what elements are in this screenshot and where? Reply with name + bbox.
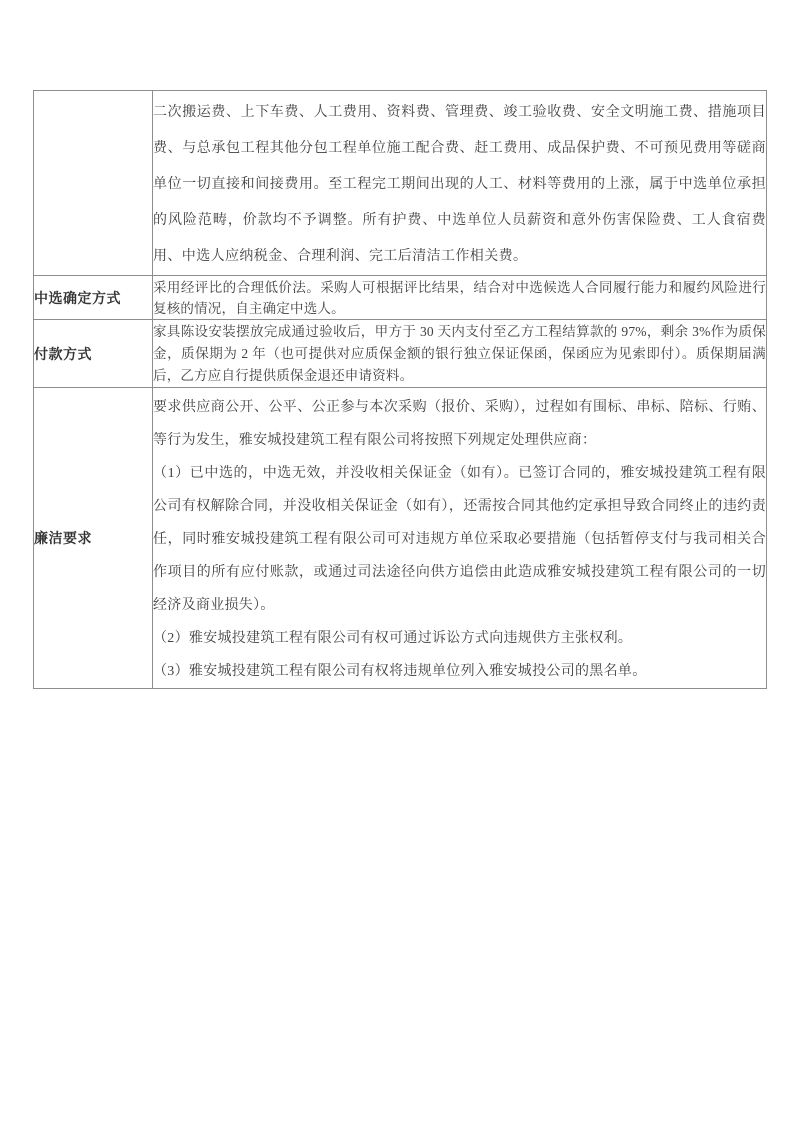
selection-method-paragraph: 采用经评比的合理低价法。采购人可根据评比结果，结合对中选候选人合同履行能力和履约风险进行复核的情况，自主确定中选人。 [153, 280, 766, 316]
row-label-integrity-requirements: 廉洁要求 [34, 388, 153, 689]
payment-terms-paragraph: 家具陈设安装摆放完成通过验收后，甲方于 30 天内支付至乙方工程结算款的 97%，剩余 3%作为质保金，质保期为 2 年（也可提供对应质保金额的银行独立保证保函，保函应为见索即付）。质保期届满后，乙方应自行提供质保金退还申请资料。 [153, 324, 766, 383]
row-label-selection-method: 中选确定方式 [34, 276, 153, 320]
fee-scope-paragraph: 二次搬运费、上下车费、人工费用、资料费、管理费、竣工验收费、安全文明施工费、措施项目费、与总承包工程其他分包工程单位施工配合费、赶工费用、成品保护费、不可预见费用等磋商单位一切直接和间接费用。至工程完工期间出现的人工、材料等费用的上涨，属于中选单位承担的风险范畴，价款均不予调整。所有护费、中选单位人员薪资和意外伤害保险费、工人食宿费用、中选人应纳税金、合理利润、完工后清洁工作相关费。 [153, 105, 766, 264]
row-content-payment-terms [153, 320, 767, 388]
table-row-selection-method [34, 276, 767, 320]
integrity-intro-paragraph: 要求供应商公开、公平、公正参与本次采购（报价、采购），过程如有围标、串标、陪标、行贿、等行为发生，雅安城投建筑工程有限公司将按照下列规定处理供应商： [153, 400, 766, 448]
row-label-fee-scope [34, 91, 153, 276]
table-row-fee-scope [34, 91, 767, 276]
row-content-selection-method [153, 276, 767, 320]
table-row-payment-terms [34, 320, 767, 388]
table-row-integrity-requirements [34, 388, 767, 689]
integrity-clause-3-paragraph: （3）雅安城投建筑工程有限公司有权将违规单位列入雅安城投公司的黑名单。 [153, 664, 647, 679]
procurement-terms-table [33, 90, 767, 689]
integrity-clause-2-paragraph: （2）雅安城投建筑工程有限公司有权可通过诉讼方式向违规供方主张权利。 [153, 631, 633, 646]
row-label-payment-terms: 付款方式 [34, 320, 153, 388]
row-content-integrity-requirements [153, 388, 767, 689]
integrity-clause-1-paragraph: （1）已中选的，中选无效，并没收相关保证金（如有）。已签订合同的，雅安城投建筑工程有限公司有权解除合同，并没收相关保证金（如有），还需按合同其他约定承担导致合同终止的违约责任，同时雅安城投建筑工程有限公司可对违规方单位采取必要措施（包括暂停支付与我司相关合作项目的所有应付账款，或通过司法途径向供方追偿由此造成雅安城投建筑工程有限公司的一切经济及商业损失）。 [153, 466, 766, 613]
row-content-fee-scope [153, 91, 767, 276]
